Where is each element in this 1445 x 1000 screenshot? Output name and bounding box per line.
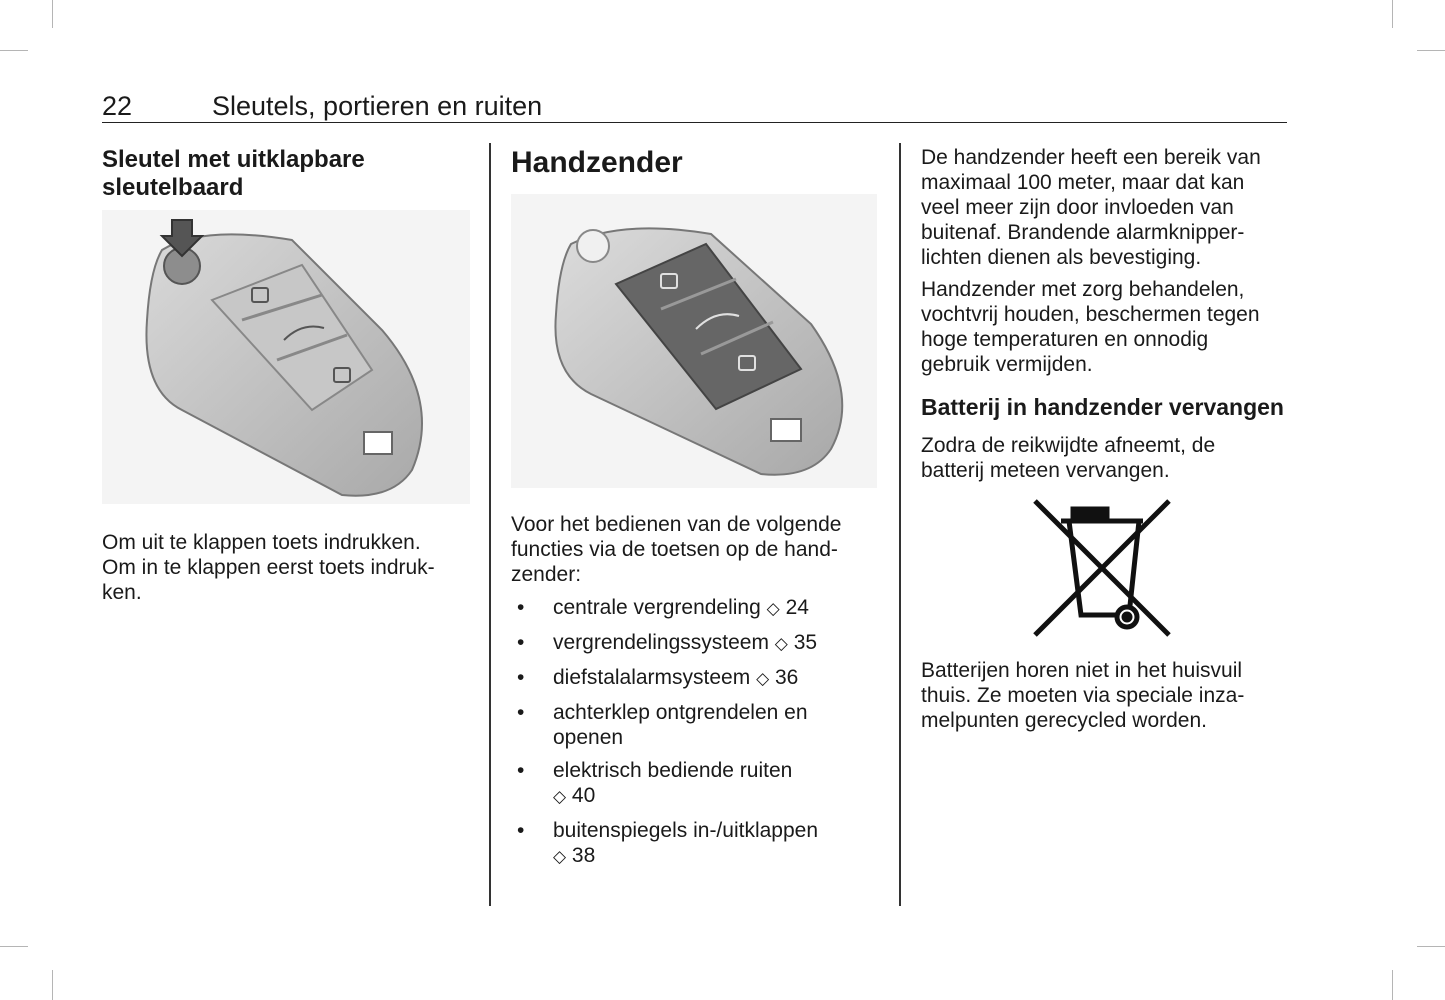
paragraph-line: hoge temperaturen en onnodig: [921, 328, 1209, 351]
paragraph-line: melpunten gerecycled worden.: [921, 709, 1208, 732]
paragraph: [921, 658, 1291, 733]
intro-text: [511, 512, 881, 587]
paragraph-line: buitenaf. Brandende alarmknipper-: [921, 221, 1245, 244]
paragraph: [921, 145, 1291, 270]
body-line: Om uit te klappen toets indrukken.: [102, 531, 421, 554]
folding-key-figure: [102, 210, 470, 504]
page-reference[interactable]: 36: [775, 666, 799, 689]
page-header: [102, 88, 1287, 123]
page-reference[interactable]: 24: [785, 596, 809, 619]
paragraph-line: vochtvrij houden, beschermen tegen: [921, 303, 1260, 326]
cross-reference-icon: ◇: [553, 787, 567, 807]
cross-reference-icon: ◇: [756, 669, 770, 689]
list-item-text: vergrendelingssysteem: [553, 631, 769, 654]
subheading: Batterij in handzender vervangen: [921, 394, 1284, 420]
folding-key-icon: [102, 210, 470, 504]
crossed-out-wheelie-bin-icon: [1031, 497, 1176, 642]
chapter-title: Sleutels, portieren en ruiten: [212, 91, 543, 121]
list-item-text: openen: [553, 726, 624, 749]
paragraph-line: batterij meteen vervangen.: [921, 459, 1170, 482]
crop-mark: [1392, 970, 1393, 1000]
intro-line: zender:: [511, 563, 582, 586]
paragraph-line: lichten dienen als bevestiging.: [921, 246, 1202, 269]
middle-column: [511, 146, 881, 878]
paragraph-line: veel meer zijn door invloeden van: [921, 196, 1234, 219]
list-item-text: diefstalalarmsysteem: [553, 666, 751, 689]
list-item: [511, 818, 881, 870]
left-column: [102, 146, 472, 605]
page-number: 22: [102, 91, 133, 121]
crop-mark: [52, 970, 53, 1000]
bullet-icon: •: [517, 666, 525, 689]
body-text: [102, 530, 472, 605]
list-item: [511, 700, 881, 750]
cross-reference-icon: ◇: [553, 847, 567, 867]
list-item-text: achterklep ontgrendelen en: [553, 701, 808, 724]
weee-figure: [1031, 497, 1176, 642]
bullet-icon: •: [517, 701, 525, 724]
paragraph: [921, 433, 1291, 483]
crop-mark: [1417, 946, 1445, 947]
list-item: [511, 758, 881, 810]
crop-mark: [0, 946, 28, 947]
page-reference[interactable]: 35: [793, 631, 818, 654]
paragraph-line: Handzender met zorg behandelen,: [921, 278, 1245, 301]
bullet-icon: •: [517, 631, 525, 654]
function-list: [511, 595, 881, 870]
list-item: [511, 665, 881, 692]
list-item: [511, 630, 881, 657]
list-item-text: buitenspiegels in-/uitklappen: [553, 819, 819, 842]
paragraph: [921, 277, 1291, 377]
paragraph-line: maximaal 100 meter, maar dat kan: [921, 171, 1245, 194]
paragraph-line: De handzender heeft een bereik van: [921, 146, 1261, 169]
body-line: Om in te klappen eerst toets indruk-: [102, 556, 435, 579]
paragraph-line: gebruik vermijden.: [921, 353, 1093, 376]
remote-control-key-icon: [511, 194, 877, 488]
page-reference[interactable]: 38: [571, 844, 596, 867]
bullet-icon: •: [517, 819, 525, 842]
remote-key-figure: [511, 194, 877, 488]
section-heading: Handzender: [511, 146, 683, 179]
crop-mark: [52, 0, 53, 28]
right-column: [921, 145, 1291, 733]
cross-reference-icon: ◇: [766, 599, 780, 619]
crop-mark: [0, 50, 28, 51]
crop-mark: [1392, 0, 1393, 28]
section-heading: Sleutel met uitklapbare sleutelbaard: [102, 146, 365, 201]
column-divider: [489, 143, 491, 906]
intro-line: Voor het bedienen van de volgende: [511, 513, 842, 536]
list-item-text: elektrisch bediende ruiten: [553, 759, 793, 782]
cross-reference-icon: ◇: [774, 634, 788, 654]
list-item-text: centrale vergrendeling: [553, 596, 761, 619]
bullet-icon: •: [517, 759, 525, 782]
crop-mark: [1417, 50, 1445, 51]
paragraph-line: Batterijen horen niet in het huisvuil: [921, 659, 1243, 682]
page-reference[interactable]: 40: [571, 784, 596, 807]
list-item: [511, 595, 881, 622]
column-divider: [899, 143, 901, 906]
bullet-icon: •: [517, 596, 525, 619]
paragraph-line: Zodra de reikwijdte afneemt, de: [921, 434, 1216, 457]
body-line: ken.: [102, 581, 142, 604]
intro-line: functies via de toetsen op de hand-: [511, 538, 838, 561]
paragraph-line: thuis. Ze moeten via speciale inza-: [921, 684, 1245, 707]
